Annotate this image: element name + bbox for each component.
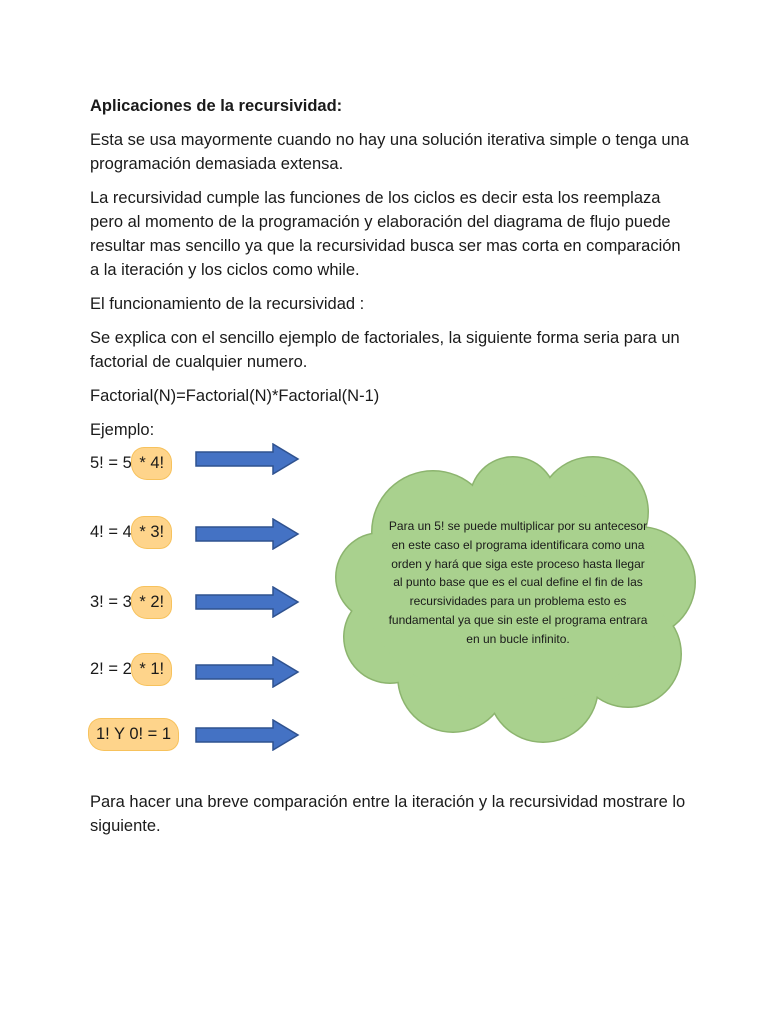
paragraph-cycles: La recursividad cumple las funciones de los ciclos es decir esta los reemplaza pero al momento de la programación y elaboración del diagrama de flujo puede resultar mas sencillo ya que la recursividad busca ser mas corta en comparación a la iteración y los ciclos como while. xyxy=(90,189,681,279)
right-arrow-icon xyxy=(195,518,300,550)
equation-prefix: 2! = 2 xyxy=(90,660,137,678)
right-arrow-icon xyxy=(195,719,300,751)
highlight-term: 1! Y 0! = 1 xyxy=(93,722,174,746)
paragraph-factorial-explain: Se explica con el sencillo ejemplo de factoriales, la siguiente forma seria para un factorial de cualquier numero. xyxy=(90,329,680,371)
factorial-formula: Factorial(N)=Factorial(N)*Factorial(N-1) xyxy=(90,387,380,405)
right-arrow-icon xyxy=(195,656,300,688)
equation-prefix: 5! = 5 xyxy=(90,454,137,472)
equation-base-case xyxy=(93,722,174,746)
highlight-term: * 4! xyxy=(136,451,167,475)
right-arrow-icon xyxy=(195,443,300,475)
closing-paragraph: Para hacer una breve comparación entre la iteración y la recursividad mostrare lo siguiente. xyxy=(90,793,686,835)
equation-prefix: 3! = 3 xyxy=(90,593,137,611)
cloud-callout-text: Para un 5! se puede multiplicar por su antecesor en este caso el programa identificara como una orden y hará que siga este proceso hasta llegar al punto base que es el cual define el fin de las recursividades para un problema esto es fundamental ya que sin este el programa entrara en un bucle infinito. xyxy=(388,519,648,646)
equation-prefix: 4! = 4 xyxy=(90,523,137,541)
equation-2 xyxy=(90,657,167,681)
equation-4 xyxy=(90,520,167,544)
highlight-term: * 1! xyxy=(136,657,167,681)
paragraph-functioning: El funcionamiento de la recursividad : xyxy=(90,295,365,313)
right-arrow-icon xyxy=(195,586,300,618)
section-heading: Aplicaciones de la recursividad: xyxy=(90,97,343,115)
equation-5 xyxy=(90,451,167,475)
example-label: Ejemplo: xyxy=(90,421,155,439)
highlight-term: * 2! xyxy=(136,590,167,614)
paragraph-intro: Esta se usa mayormente cuando no hay una solución iterativa simple o tenga una programación demasiada extensa. xyxy=(90,131,689,173)
highlight-term: * 3! xyxy=(136,520,167,544)
equation-3 xyxy=(90,590,167,614)
